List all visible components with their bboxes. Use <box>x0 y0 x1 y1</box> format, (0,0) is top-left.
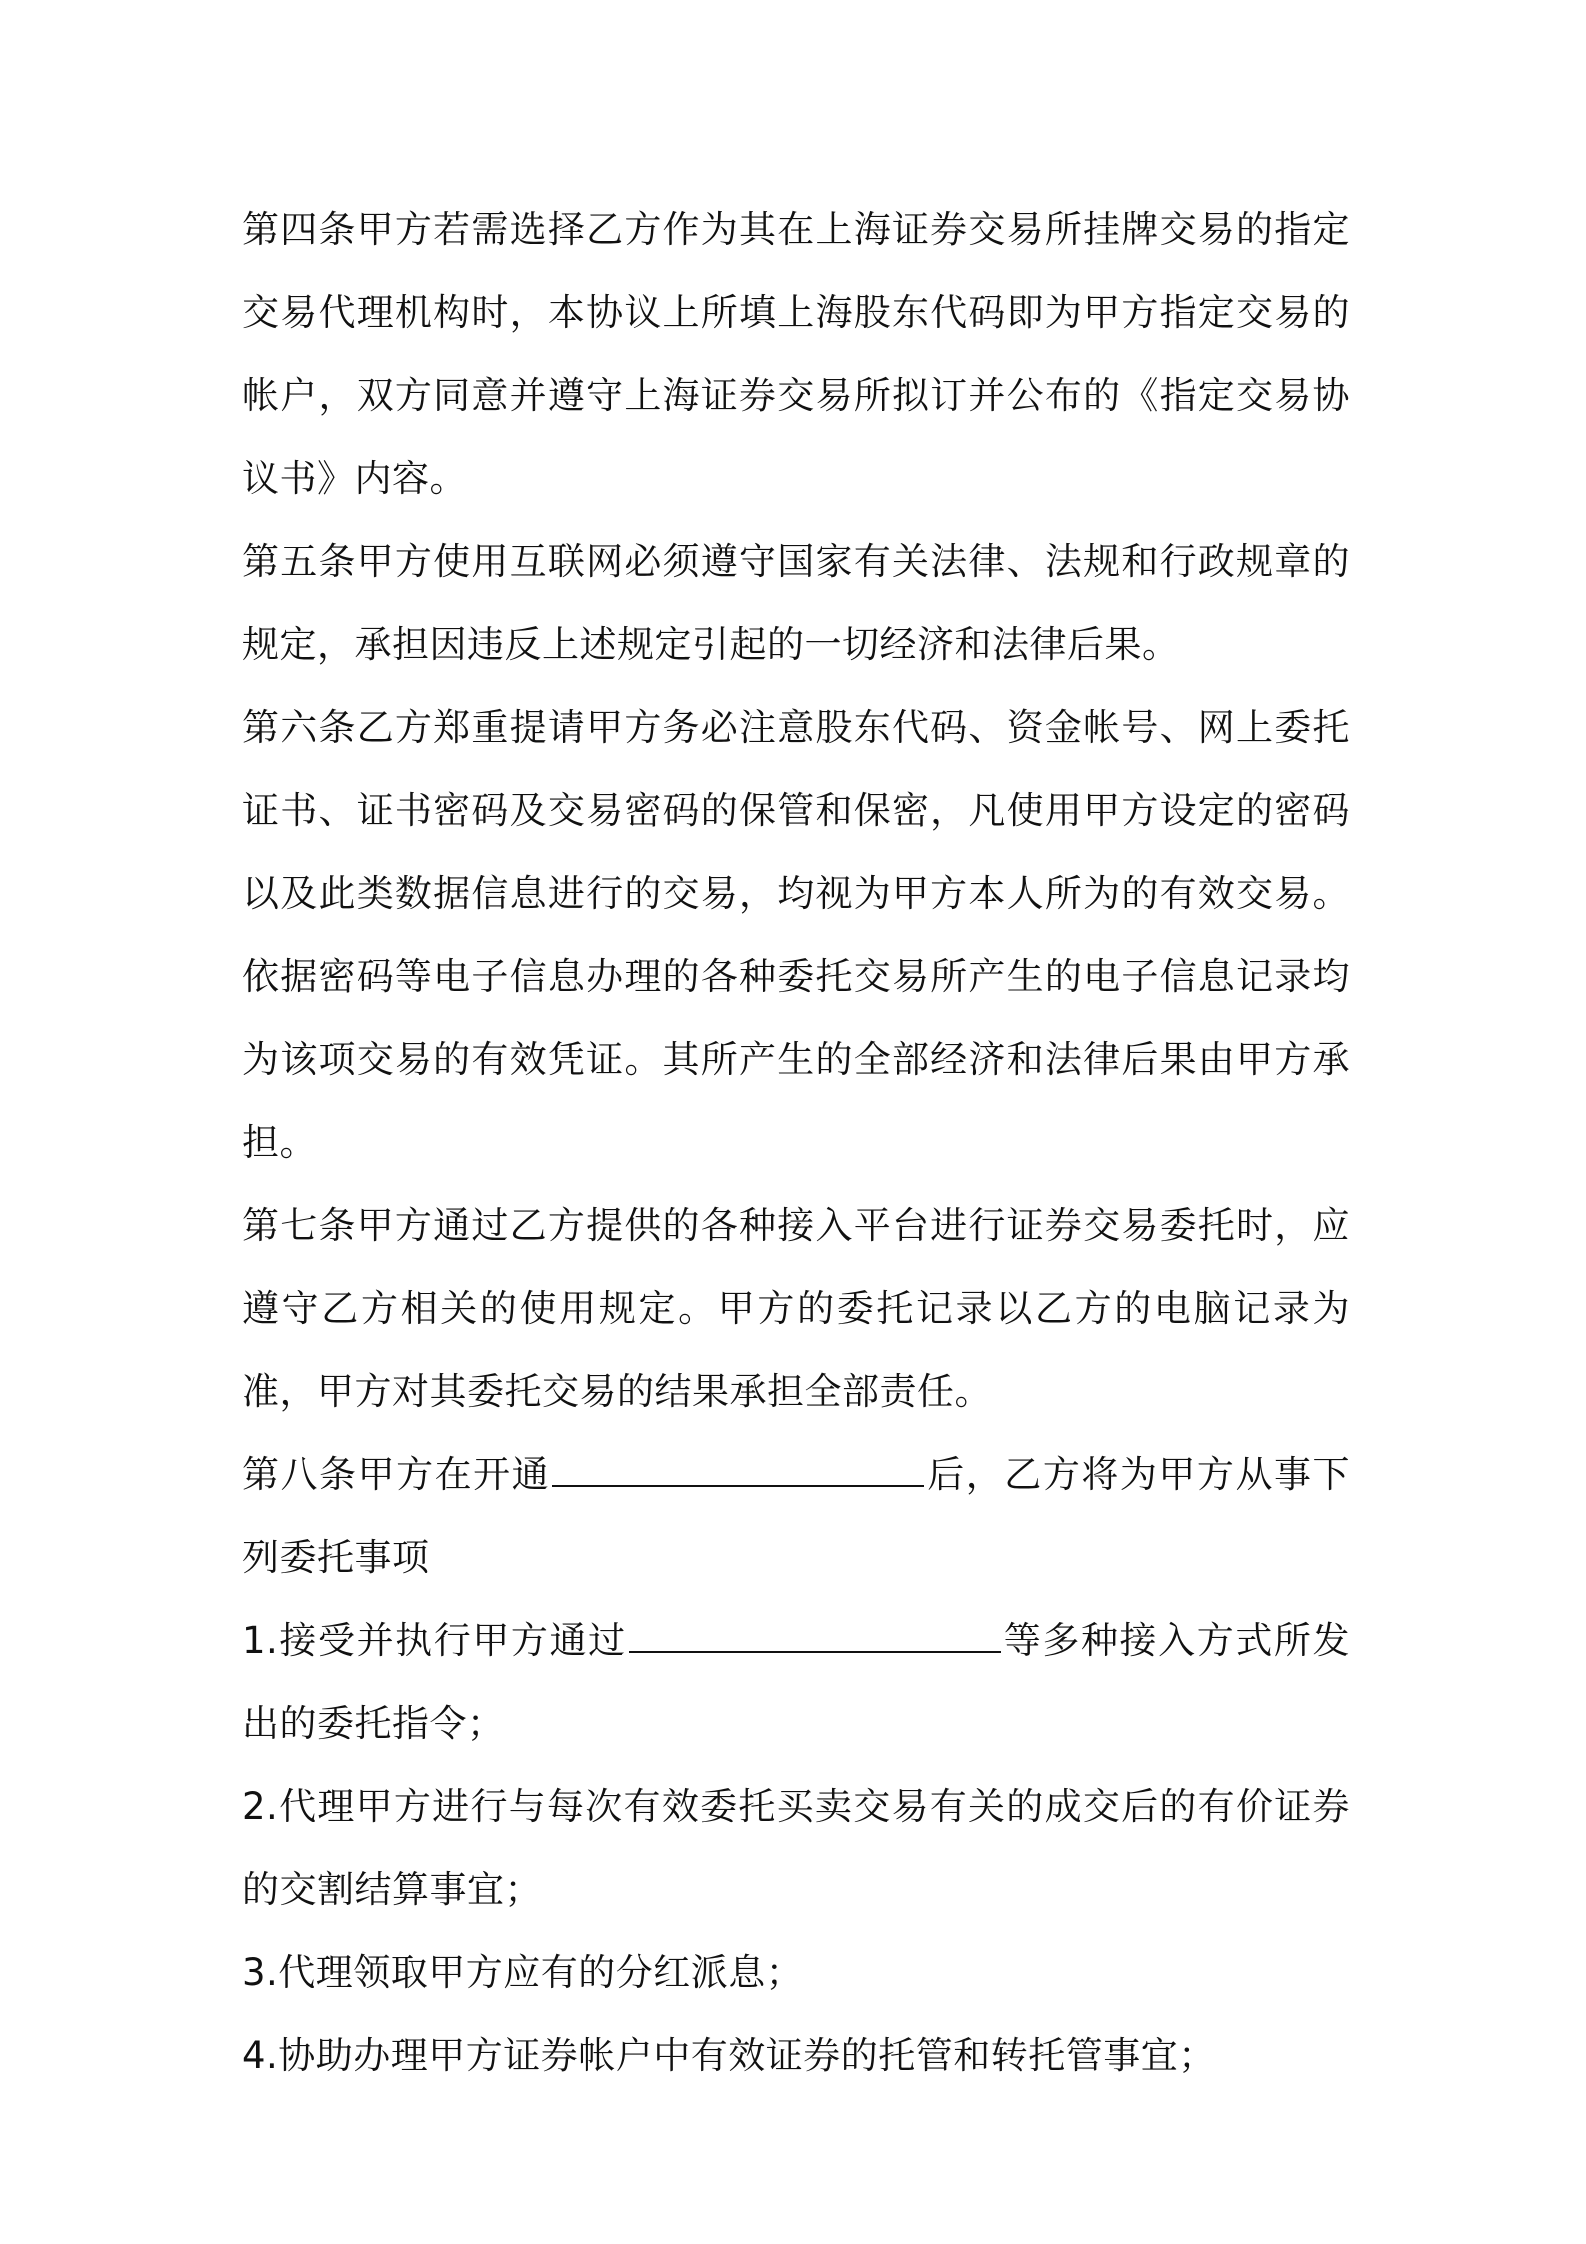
item-2-paragraph: 2.代理甲方进行与每次有效委托买卖交易有关的成交后的有价证券的交割结算事宜； <box>242 1785 1350 1911</box>
item-1-text-before: 1.接受并执行甲方通过 <box>242 1619 627 1662</box>
fill-in-blank-line <box>552 1455 924 1487</box>
item-4-paragraph: 4.协助办理甲方证券帐户中有效证券的托管和转托管事宜； <box>242 2034 1216 2077</box>
document-body <box>242 188 1350 2097</box>
article-4-paragraph: 第四条甲方若需选择乙方作为其在上海证券交易所挂牌交易的指定交易代理机构时，本协议上所填上海股东代码即为甲方指定交易的帐户，双方同意并遵守上海证券交易所拟订并公布的《指定交易协议书》内容。 <box>242 208 1350 500</box>
article-8-text-after: 后，乙方将为甲方从事下列委托事项 <box>242 1453 1351 1579</box>
article-8-text-before: 第八条甲方在开通 <box>242 1453 551 1496</box>
article-5-paragraph: 第五条甲方使用互联网必须遵守国家有关法律、法规和行政规章的规定，承担因违反上述规定引起的一切经济和法律后果。 <box>242 540 1350 666</box>
item-1-text-after: 等多种接入方式所发出的委托指令； <box>242 1619 1351 1745</box>
fill-in-blank-line <box>629 1621 1001 1653</box>
article-8-paragraph <box>242 1433 1350 1599</box>
article-7-paragraph: 第七条甲方通过乙方提供的各种接入平台进行证券交易委托时，应遵守乙方相关的使用规定。甲方的委托记录以乙方的电脑记录为准，甲方对其委托交易的结果承担全部责任。 <box>242 1204 1350 1413</box>
article-6-paragraph: 第六条乙方郑重提请甲方务必注意股东代码、资金帐号、网上委托证书、证书密码及交易密码的保管和保密，凡使用甲方设定的密码以及此类数据信息进行的交易，均视为甲方本人所为的有效交易。依据密码等电子信息办理的各种委托交易所产生的电子信息记录均为该项交易的有效凭证。其所产生的全部经济和法律后果由甲方承担。 <box>242 706 1350 1164</box>
item-3-paragraph: 3.代理领取甲方应有的分红派息； <box>242 1951 804 1994</box>
item-1-paragraph <box>242 1599 1350 1765</box>
